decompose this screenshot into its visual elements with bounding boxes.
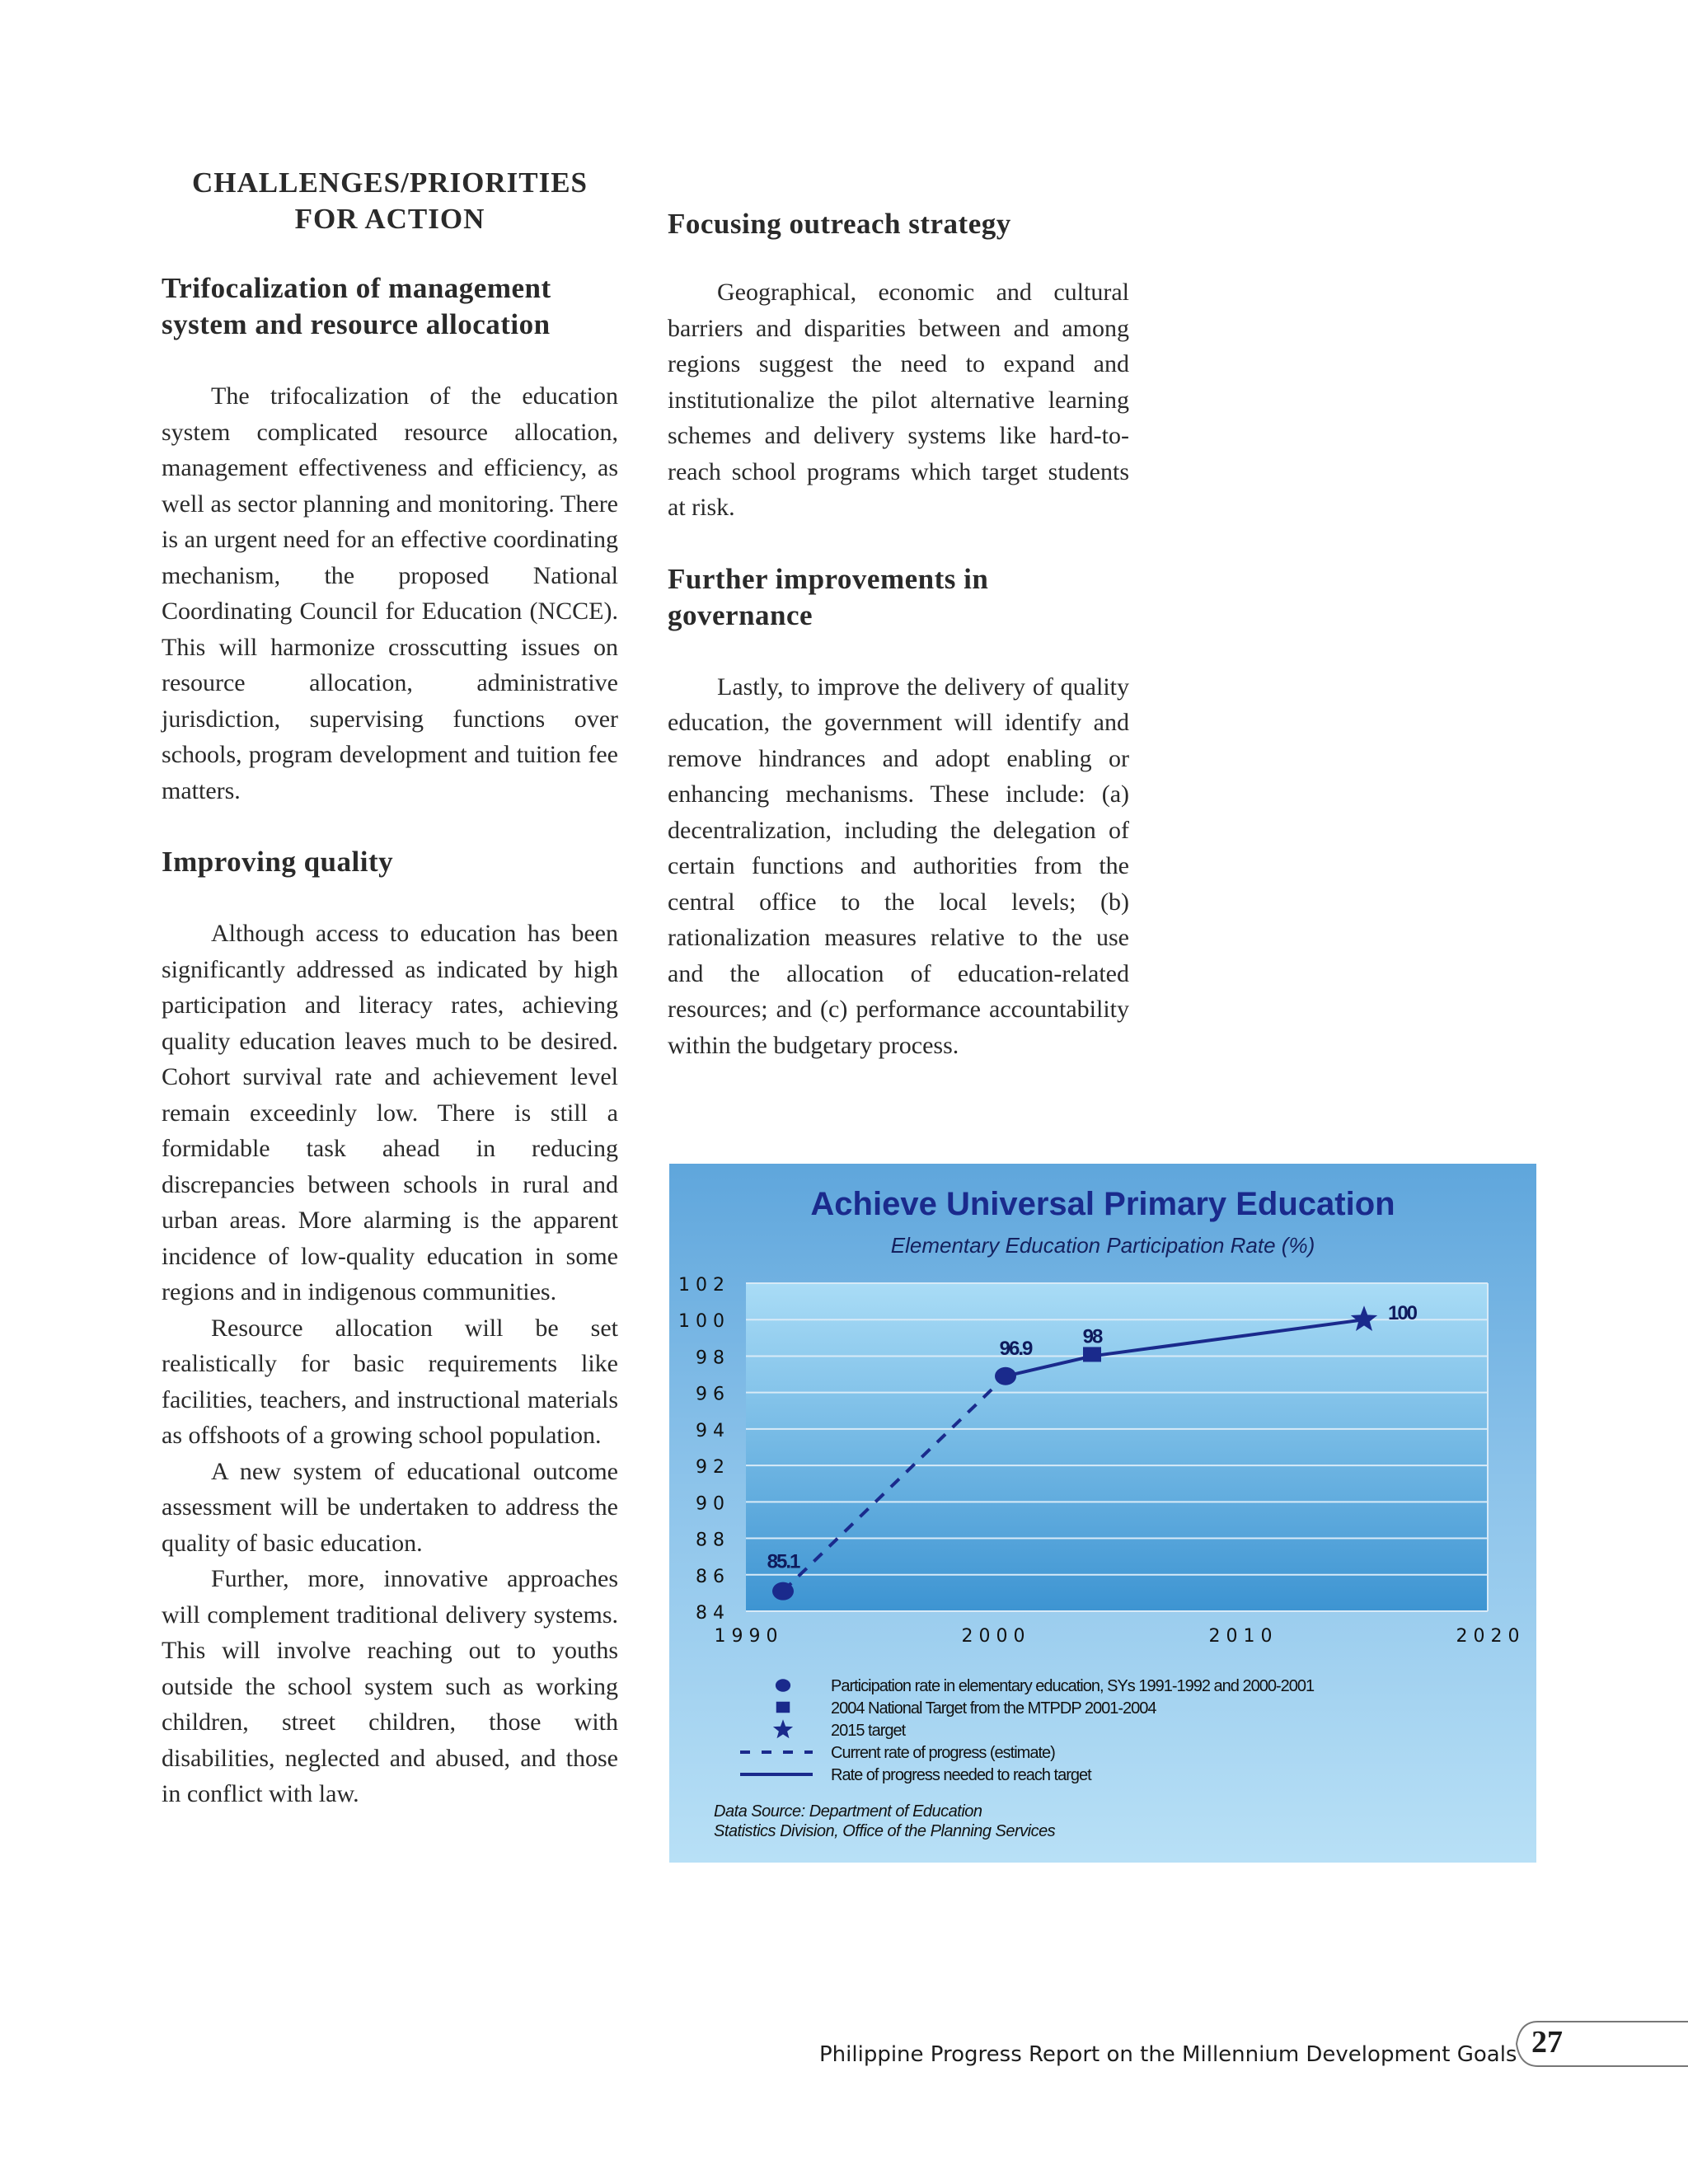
x-tick-label: 1 9 9 0 bbox=[714, 1626, 778, 1647]
legend-label: Current rate of progress (estimate) bbox=[831, 1744, 1055, 1762]
chart-title: Achieve Universal Primary Education bbox=[810, 1186, 1395, 1222]
x-tick-label: 2 0 0 0 bbox=[961, 1626, 1025, 1647]
paragraph-quality-2: Resource allocation will be set realistically for basic requirements like facilities, teachers, and instructional materials as offshoots of a growing school population. bbox=[162, 1314, 618, 1449]
heading-outreach: Focusing outreach strategy bbox=[668, 208, 1011, 240]
x-tick-label: 2 0 1 0 bbox=[1208, 1626, 1273, 1647]
x-tick-label: 2 0 2 0 bbox=[1456, 1626, 1520, 1647]
heading-governance: Further improvements in governance bbox=[668, 562, 989, 631]
plot-area bbox=[746, 1283, 1488, 1611]
section-title: CHALLENGES/PRIORITIES FOR ACTION bbox=[191, 166, 588, 235]
paragraph-outreach: Geographical, economic and cultural barriers and disparities between and among regions suggest the need to expand and institutionalize the pilot alternative learning schemes and delivery systems like hard-to-reach school programs which target students at risk. bbox=[668, 279, 1129, 521]
legend-label: 2004 National Target from the MTPDP 2001-2004 bbox=[831, 1699, 1156, 1718]
data-label: 98 bbox=[1082, 1325, 1102, 1348]
data-label: 85.1 bbox=[767, 1550, 799, 1573]
y-tick-label: 9 6 bbox=[696, 1384, 724, 1405]
y-tick-label: 8 6 bbox=[696, 1566, 724, 1587]
y-tick-label: 9 4 bbox=[696, 1420, 724, 1441]
y-tick-label: 1 0 2 bbox=[678, 1275, 724, 1296]
data-point-circle bbox=[995, 1367, 1016, 1385]
paragraph-quality-3: A new system of educational outcome assessment will be undertaken to address the quality of basic education. bbox=[162, 1457, 618, 1557]
y-tick-label: 9 0 bbox=[696, 1493, 724, 1515]
y-tick-label: 9 8 bbox=[696, 1347, 724, 1369]
legend-label: Participation rate in elementary education, SYs 1991-1992 and 2000-2001 bbox=[831, 1677, 1315, 1695]
heading-trifocalization: Trifocalization of management system and resource allocation bbox=[162, 272, 551, 340]
legend-label: Rate of progress needed to reach target bbox=[831, 1766, 1091, 1784]
data-point-square bbox=[1083, 1347, 1101, 1361]
paragraph-governance: Lastly, to improve the delivery of quality education, the government will identify and remove hindrances and adopt enabling or enhancing mechanisms. These include: (a) decentralization, including the delegation of certain functions and authorities from the central office to the local levels; (b) rationalization measures relative to the use and the allocation of education-related resources; and (c) performance accountability within the budgetary process. bbox=[668, 673, 1129, 1059]
legend-symbol-circle bbox=[776, 1679, 790, 1691]
data-source-line: Data Source: Department of Education bbox=[714, 1802, 982, 1821]
data-point-circle bbox=[772, 1582, 794, 1601]
paragraph-trifocalization: The trifocalization of the education system complicated resource allocation, management effectiveness and efficiency, as well as sector planning and monitoring. There is an urgent need for an effective coordinating mechanism, the proposed National Coordinating Council for Education (NCCE). This will harmonize crosscutting issues on resource allocation, administrative jurisdiction, supervising functions over schools, program development and tuition fee matters. bbox=[162, 382, 618, 804]
right-column bbox=[668, 165, 1129, 1063]
data-source-line: Statistics Division, Office of the Planning Services bbox=[714, 1822, 1056, 1840]
footer-report-title: Philippine Progress Report on the Millennium Development Goals bbox=[819, 2042, 1517, 2067]
participation-rate-chart bbox=[669, 1164, 1536, 1863]
chart-panel bbox=[669, 1164, 1536, 1863]
data-label: 96.9 bbox=[999, 1337, 1032, 1360]
paragraph-quality-4: Further, more, innovative approaches will complement traditional delivery systems. This will involve reaching out to youths outside the school system such as working children, street children, those with disabilities, neglected and abused, and those in conflict with law. bbox=[162, 1565, 618, 1807]
data-label: 100 bbox=[1387, 1302, 1417, 1325]
legend-label: 2015 target bbox=[831, 1722, 906, 1740]
legend-symbol-square bbox=[776, 1702, 790, 1713]
y-tick-label: 8 4 bbox=[696, 1603, 724, 1624]
paragraph-quality-1: Although access to education has been significantly addressed as indicated by high participation and literacy rates, achieving quality education leaves much to be desired. Cohort survival rate and achievement level remain exceedinly low. There is still a formidable task ahead in reducing discrepancies between schools in rural and urban areas. More alarming is the apparent incidence of low-quality education in some regions and in indigenous communities. bbox=[162, 920, 618, 1305]
heading-improving-quality: Improving quality bbox=[162, 846, 394, 878]
left-column bbox=[162, 165, 618, 1812]
y-tick-label: 1 0 0 bbox=[678, 1311, 724, 1333]
y-tick-label: 8 8 bbox=[696, 1530, 724, 1551]
page-number: 27 bbox=[1531, 2025, 1563, 2060]
y-tick-label: 9 2 bbox=[696, 1457, 724, 1479]
chart-subtitle: Elementary Education Participation Rate (%) bbox=[890, 1233, 1315, 1258]
legend-symbol-star bbox=[773, 1719, 793, 1738]
